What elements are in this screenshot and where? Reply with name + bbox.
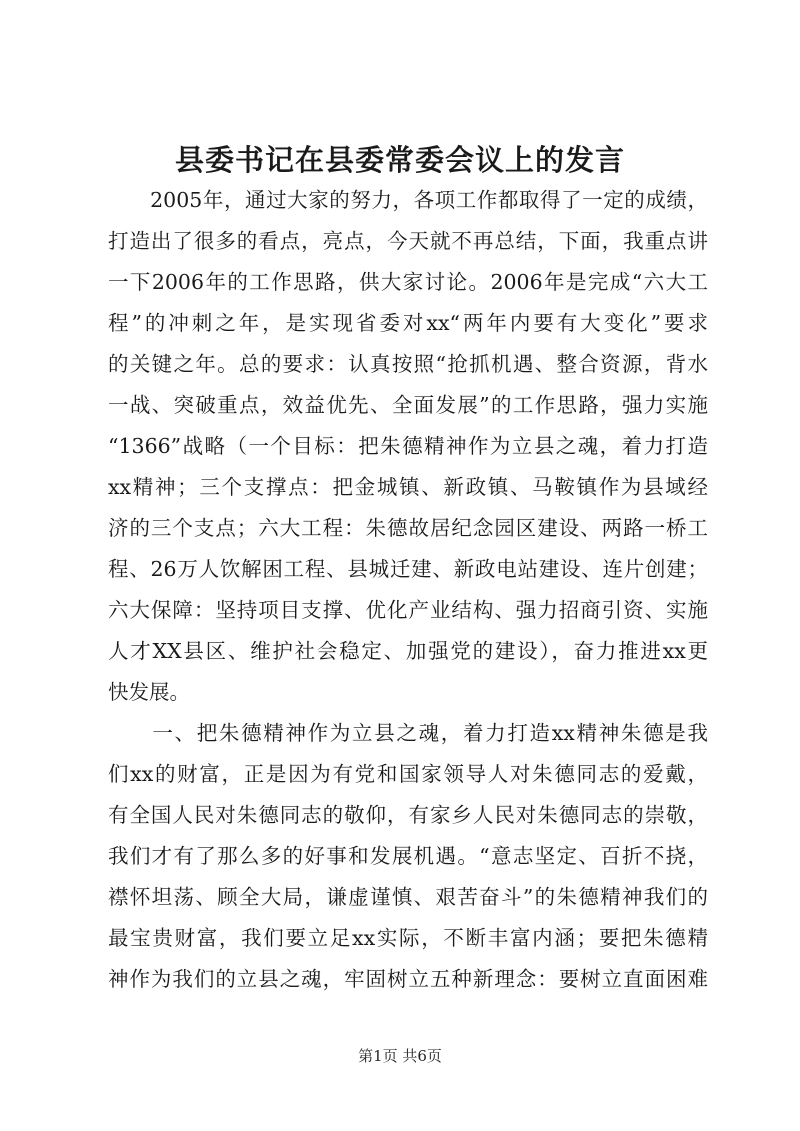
body-line: 人才XX县区、维护社会稳定、加强党的建设），奋力推进xx更 [108, 639, 708, 663]
body-line: xx精神；三个支撑点：把金城镇、新政镇、马鞍镇作为县域经 [108, 475, 708, 499]
body-line: 六大保障：坚持项目支撑、优化产业结构、强力招商引资、实施 [108, 598, 708, 622]
body-line: 一、把朱德精神作为立县之魂，着力打造xx精神朱德是我 [108, 721, 708, 745]
body-line: 2005年，通过大家的努力，各项工作都取得了一定的成绩， [108, 188, 708, 212]
body-line: 程、26万人饮解困工程、县城迁建、新政电站建设、连片创建； [108, 557, 708, 581]
body-line: 济的三个支点；六大工程：朱德故居纪念园区建设、两路一桥工 [108, 516, 708, 540]
body-line: 我们才有了那么多的好事和发展机遇。“意志坚定、百折不挠， [108, 844, 708, 868]
body-line: 程”的冲刺之年，是实现省委对xx“两年内要有大变化”要求 [108, 311, 708, 335]
body-line: 襟怀坦荡、顾全大局，谦虚谨慎、艰苦奋斗”的朱德精神我们的 [108, 885, 708, 909]
body-line: 一下2006年的工作思路，供大家讨论。2006年是完成“六大工 [108, 270, 708, 294]
body-line: 的关键之年。总的要求：认真按照“抢抓机遇、整合资源，背水 [108, 352, 708, 376]
body-line: “1366”战略（一个目标：把朱德精神作为立县之魂，着力打造 [108, 434, 708, 458]
body-line: 最宝贵财富，我们要立足xx实际，不断丰富内涵；要把朱德精 [108, 926, 708, 950]
page-number-footer: 第1页 共6页 [358, 1047, 442, 1065]
document-title: 县委书记在县委常委会议上的发言 [174, 143, 625, 177]
body-line: 神作为我们的立县之魂，牢固树立五种新理念：要树立直面困难 [108, 967, 708, 991]
body-line: 们xx的财富，正是因为有党和国家领导人对朱德同志的爱戴， [108, 762, 708, 786]
body-line: 有全国人民对朱德同志的敬仰，有家乡人民对朱德同志的崇敬， [108, 803, 708, 827]
body-line: 快发展。 [108, 680, 190, 704]
body-line: 打造出了很多的看点，亮点，今天就不再总结，下面，我重点讲 [108, 229, 708, 253]
body-line: 一战、突破重点，效益优先、全面发展”的工作思路，强力实施 [108, 393, 708, 417]
